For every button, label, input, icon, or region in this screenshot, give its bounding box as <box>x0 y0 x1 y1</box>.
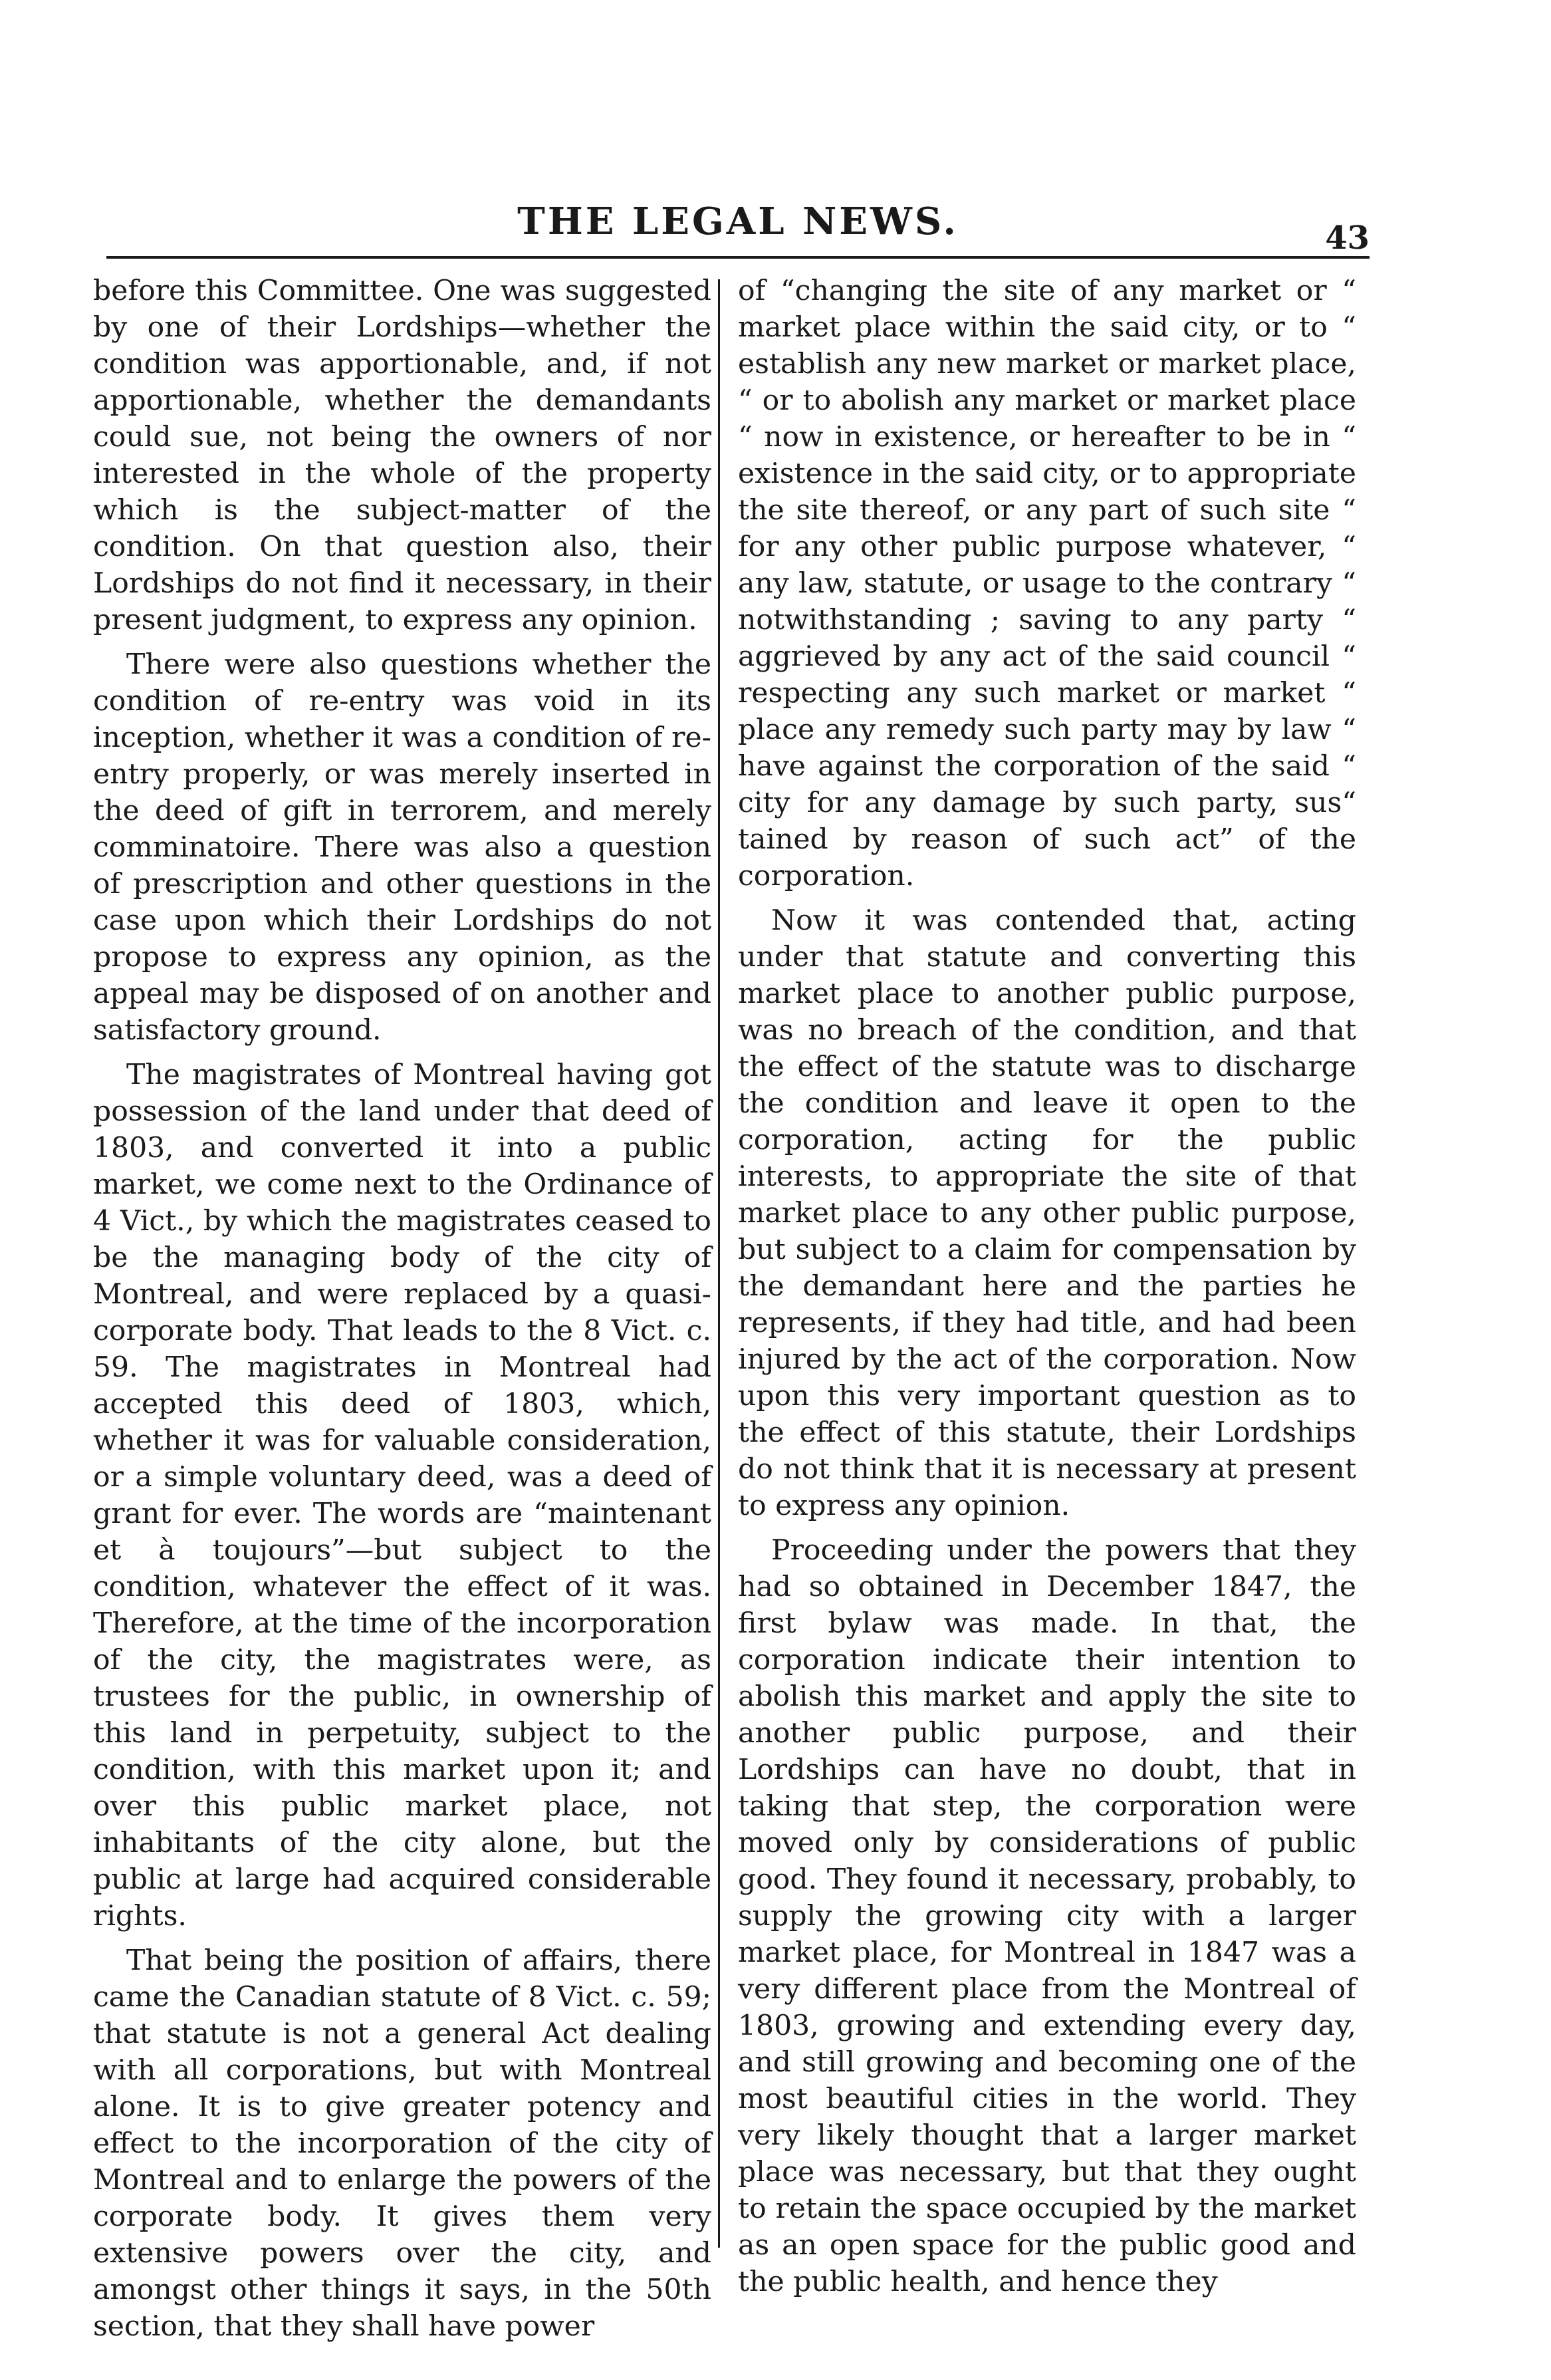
page-number: 43 <box>1325 219 1370 257</box>
paragraph: of “changing the site of any market or “ market place within the said city, or to “ establish any new market or market place, “ or to abolish any market or market place “ now in existence, or hereafter to be in “ existence in the said city, or to appropriate the site thereof, or any part of such site “ for any other public purpose whatever, “ any law, statute, or usage to the contrary “ notwithstanding ; saving to any party “ aggrieved by any act of the said council “ respecting any such market or market “ place any remedy such party may by law “ have against the corporation of the said “ city for any damage by such party, sus“ tained by reason of such act” of the corporation. <box>738 275 1356 892</box>
paragraph: That being the position of affairs, there came the Canadian statute of 8 Vict. c. 59; that statute is not a general Act dealing with all corporations, but with Montreal alone. It is to give greater potency and effect to the incorporation of the city of Montreal and to enlarge the powers of the corporate body. It gives them very extensive powers over the city, and amongst other things it says, in the 50th section, that they shall have power <box>93 1944 711 2343</box>
column-divider <box>718 279 720 2248</box>
paragraph: There were also questions whether the condition of re-entry was void in its inception, whether it was a condition of re-entry properly, or was merely inserted in the deed of gift in terrorem, and merely comminatoire. There was also a question of prescription and other questions in the case upon which their Lordships do not propose to express any opinion, as the appeal may be disposed of on another and satisfactory ground. <box>93 648 711 1047</box>
paragraph: Now it was contended that, acting under that statute and converting this market place to another public purpose, was no breach of the condition, and that the effect of the statute was to discharge the condition and leave it open to the corporation, acting for the public interests, to appropriate the site of that market place to any other public purpose, but subject to a claim for compensation by the demandant here and the parties he represents, if they had title, and had been injured by the act of the corporation. Now upon this very important question as to the effect of this statute, their Lordships do not think that it is necessary at present to express any opinion. <box>738 904 1356 1522</box>
paragraph: Proceeding under the powers that they had so obtained in December 1847, the first bylaw was made. In that, the corporation indicate their intention to abolish this market and apply the site to another public purpose, and their Lordships can have no doubt, that in taking that step, the corporation were moved only by considerations of public good. They found it necessary, probably, to supply the growing city with a larger market place, for Montreal in 1847 was a very different place from the Montreal of 1803, growing and extending every day, and still growing and becoming one of the most beautiful cities in the world. They very likely thought that a larger market place was necessary, but that they ought to retain the space occupied by the market as an open space for the public good and the public health, and hence they <box>738 1534 1356 2298</box>
right-column <box>738 273 1356 2308</box>
left-column <box>93 273 711 2353</box>
paragraph: before this Committee. One was suggested by one of their Lordships—whether the condition was apportionable, and, if not apportionable, whether the demandants could sue, not being the owners of nor interested in the whole of the property which is the subject-matter of the condition. On that question also, their Lordships do not find it necessary, in their present judgment, to express any opinion. <box>93 275 711 636</box>
page-header <box>106 199 1370 257</box>
header-rule <box>106 256 1370 259</box>
publication-title: THE LEGAL NEWS. <box>517 199 959 243</box>
paragraph: The magistrates of Montreal having got possession of the land under that deed of 1803, and converted it into a public market, we come next to the Ordinance of 4 Vict., by which the magistrates ceased to be the managing body of the city of Montreal, and were replaced by a quasi-corporate body. That leads to the 8 Vict. c. 59. The magistrates in Montreal had accepted this deed of 1803, which, whether it was for valuable consideration, or a simple voluntary deed, was a deed of grant for ever. The words are “maintenant et à toujours”—but subject to the condition, whatever the effect of it was. Therefore, at the time of the incorporation of the city, the magistrates were, as trustees for the public, in ownership of this land in perpetuity, subject to the condition, with this market upon it; and over this public market place, not inhabitants of the city alone, but the public at large had acquired considerable rights. <box>93 1059 711 1932</box>
